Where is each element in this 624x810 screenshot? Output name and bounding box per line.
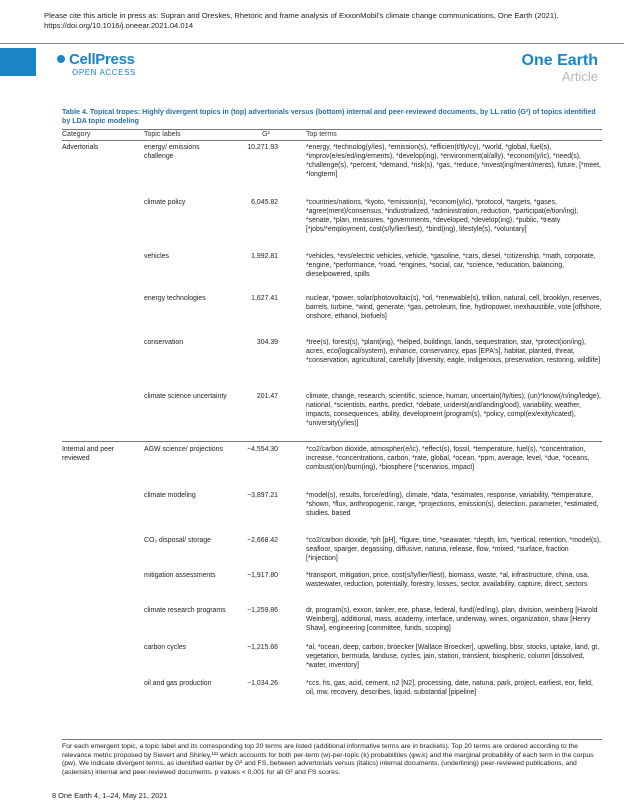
row-terms: *al, *ocean, deep, carbon, broecker [Wallace Broecker], upwelling, bbsr, stocks, uptake, land, gt, vegetation, bermuda, landuse, cycles, jain, station, transient, biospheric, column [dissolved, *water, inventory] — [306, 644, 600, 670]
row-label: mitigation assessments — [144, 572, 216, 579]
row-g2: 304.39 — [256, 339, 278, 346]
row-label: climate research programs — [144, 607, 226, 614]
row-label: AGW science/ projections — [144, 446, 223, 453]
journal-logo — [522, 52, 598, 84]
row-terms: dr, program(s), exxon, tanker, ere, phase, federal, fund(/ed/ing), plan, division, weinberg [Harold Weinberg], additional, mass, academy, interface, underway, wines, organization, shaw [Henry Shaw], engineering [committee, funds, scoping] — [306, 607, 598, 633]
row-label: vehicles — [144, 253, 169, 260]
row-terms: *co2/carbon dioxide, atmospher(e/ic), *effect(s), fossil, *temperature, fuel(s), *concentration, increase, *concentrations, carbon, *rate, global, *ocean, *ppm, average, level, *due, *oceans, combust(ion)/burn(ing), *biosphere [*scenarios, impact] — [306, 446, 590, 472]
row-label: oil and gas production — [144, 680, 212, 687]
row-label: climate policy — [144, 199, 186, 206]
open-access-label: OPEN ACCESS — [72, 68, 136, 77]
row-terms: *co2/carbon dioxide, *ph [pH], *figure, time, *seawater, *depth, km, *vertical, retention, *model(s), seafloor, sparger, degassing, diffusive, natuna, release, flow, *mixed, *surface, fraction [*injection] — [306, 537, 601, 563]
header-terms: Top terms — [306, 131, 337, 138]
row-terms: *transport, mitigation, price, cost(s/ly/lier/liest), biomass, waste, *al, infrastructure, china, usa, wastewater, reduction, potentially, forestry, losses, sector, availability, capture, direct, sectors — [306, 572, 590, 589]
header-labels: Topic labels — [144, 131, 181, 138]
section-divider — [62, 441, 602, 442]
row-label: energy technologies — [144, 295, 206, 302]
table-bottom-rule — [62, 739, 602, 740]
header-g2: G² — [262, 131, 270, 138]
article-type: Article — [561, 69, 598, 84]
table-footnote: For each emergent topic, a topic label and its corresponding top 20 terms are listed (additional informative terms are in brackets). Top 20 terms are ordered according to the relevance metric proposed by Sievert and Shirley,¹²¹ which accounts for both per-term (w)-per-topic (k) probabilities (φw,k) and the marginal probability of each term in the corpus (pw). We indicate divergent terms, as identified earlier by G² and FS, between advertorials versus (italics) internal documents, (underlining) peer-reviewed publications, and (asterisks) internal and peer-reviewed documents. p values < 0.001 for all G² and FS scores. — [62, 743, 594, 776]
citation-note: Please cite this article in press as: Supran and Oreskes, Rhetoric and frame analysis of ExxonMobil's climate change communications, One Earth (2021), https://doi.org/10.1016/j.oneear.2021.04.014 — [0, 0, 624, 44]
journal-name: One Earth — [521, 52, 598, 69]
publisher-name: CellPress — [69, 51, 135, 68]
row-g2: −4,554.30 — [247, 446, 278, 453]
row-category: Advertorials — [62, 144, 99, 151]
row-terms: nuclear, *power, solar/photovoltaic(s), *oil, *renewable(s), trillion, natural, cell, brooklyn, reserves, barrels, turbine, *wind, generate, *gas, petroleum, fine, hydropower, inexhaustible, vote [offshore, onshore, ethanol, biofuels] — [306, 295, 602, 321]
row-label: climate modeling — [144, 492, 196, 499]
row-g2: −1,034.26 — [247, 680, 278, 687]
row-terms: *model(s), results, force/ed/ing), climate, *data, *estimates, response, variability, *temperature, *shown, *flux, anthropogenic, range, *projections, emission(s), detection, parameter, *estimated, studies, based — [306, 492, 599, 518]
row-label: conservation — [144, 339, 184, 346]
row-g2: −1,215.66 — [247, 644, 278, 651]
header-category: Category — [62, 131, 91, 138]
row-category: Internal and peer reviewed — [62, 446, 115, 463]
publisher-logo — [57, 52, 136, 78]
row-g2: −3,897.21 — [247, 492, 278, 499]
row-terms: *vehicles, *evs/electric vehicles, vehicle, *gasoline, *cars, diesel, *citizenship, *math, corporate, *engine, *performance, *road, *engines, *social, car, *science, *education, balancing, dieselpowered, spills — [306, 253, 596, 279]
row-terms: climate, change, research, scientific, science, human, uncertain(/ty/ties), (un)*know(/n/ing/ledge), national, *scientists, earths, predict, *debate, underst(and/anding/ood), variability, weather, impacts, consequences, ability, development [program(s), *policy, compl(ex/exity/icated), *university(y/ies)] — [306, 393, 601, 428]
row-terms: *energy, *technolog(y/ies), *emission(s), *efficien(t/tly/cy), *world, *global, fuel(s), *improv(e/es/ed/ing/ements), *develop(ing), *environment(al/ally), *econom(y/ic), *need(s), *challenge(s), *percent, *demand, *risk(s), *gas, *reduce, *invest(ing/ment/ments), future, [*meet, *longterm] — [306, 144, 601, 179]
row-g2: 1,627.41 — [251, 295, 278, 302]
cellpress-dot-icon — [57, 55, 65, 63]
row-g2: 10,271.93 — [247, 144, 278, 151]
row-terms: *ccs, hs, gas, acid, cement, n2 [N2], processing, date, natuna, park, project, earliest, eor, field, oil, mw, recovery, describes, liquid, substantial [pipeline] — [306, 680, 593, 697]
table-header — [62, 129, 602, 141]
row-g2: −1,917.80 — [247, 572, 278, 579]
page-footer: 8 One Earth 4, 1–24, May 21, 2021 — [52, 791, 168, 800]
accent-bar — [0, 48, 36, 76]
row-label: CO₂ disposal/ storage — [144, 537, 212, 544]
row-terms: *tree(s), forest(s), *plant(ing), *helped, buildings, lands, sequestration, star, *protect(ion/ing), acres, eco(logical/system), enhance, conservancy, epas [EPA's], habitat, planted, threat, *conservation, agricultural, carefully [diversity, eagle, indigenous, preservation, restoring, wildlife] — [306, 339, 601, 365]
table-caption: Table 4. Topical tropes: Highly divergent topics in (top) advertorials versus (bottom) internal and peer-reviewed documents, by LL ratio (G²) of topics identified by LDA topic modeling — [62, 108, 596, 125]
row-label: climate science uncertainty — [144, 393, 227, 400]
row-label: energy/ emissions challenge — [144, 144, 200, 161]
row-g2: 6,045.82 — [251, 199, 278, 206]
row-g2: −1,259.86 — [247, 607, 278, 614]
row-terms: *countries/nations, *kyoto, *emission(s), *econom(y/ic), *protocol, *targets, *gases, *agree(ment)/consensus, *industrialized, *administration, reduction, *participat(e/tion/ing), *senate, *plan, measures, *governments, *developed, *develop(ing), *public, *treaty [*jobs/*employment, cost(s/ly/lier/liest), *bind(ing), lifestyle(s), *voluntary] — [306, 199, 579, 234]
row-g2: 201.47 — [256, 393, 278, 400]
row-g2: −2,668.42 — [247, 537, 278, 544]
row-g2: 1,992.81 — [251, 253, 278, 260]
row-label: carbon cycles — [144, 644, 187, 651]
